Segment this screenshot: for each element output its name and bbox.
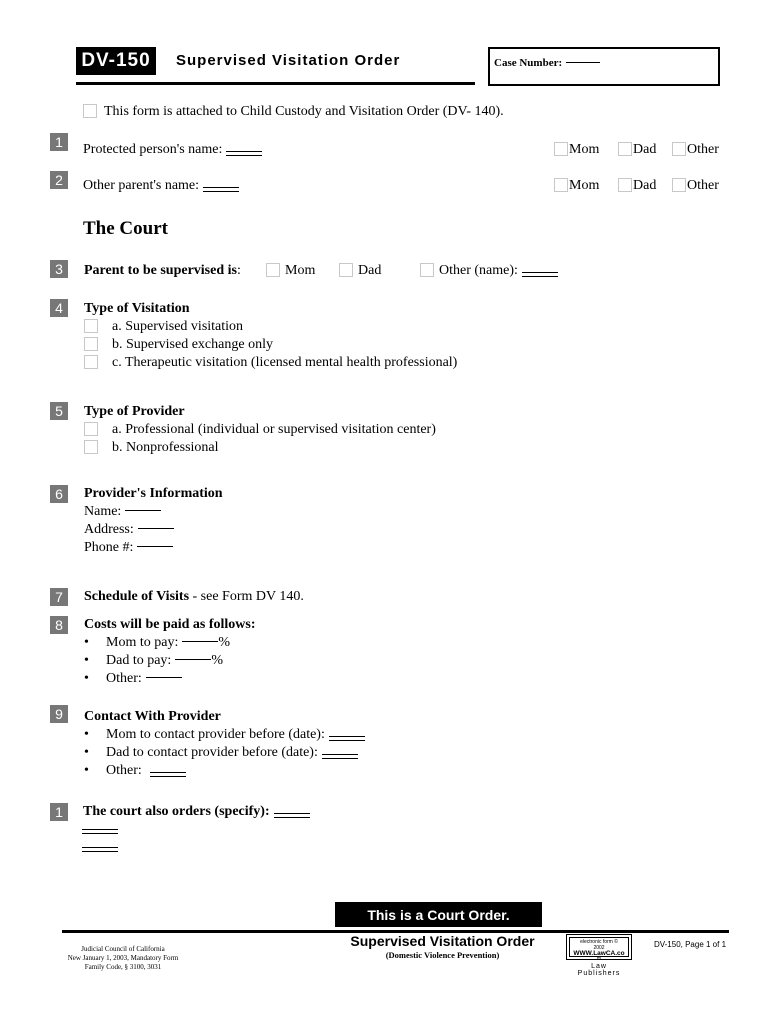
item-number-6: 6 xyxy=(50,485,68,503)
supervised-mom-checkbox[interactable] xyxy=(266,263,280,277)
supervised-dad-checkbox[interactable] xyxy=(339,263,353,277)
costs-other-field[interactable] xyxy=(146,677,182,678)
publisher-line-1: Law xyxy=(591,963,607,970)
item2-dad-label: Dad xyxy=(633,178,657,193)
header-rule xyxy=(76,82,475,85)
visitation-option-c-checkbox[interactable] xyxy=(84,355,98,369)
contact-other-item: • Other: xyxy=(84,763,186,779)
item1-dad-checkbox[interactable] xyxy=(618,142,632,156)
visitation-option-a-label: a. Supervised visitation xyxy=(112,319,244,334)
visitation-type-title: Type of Visitation xyxy=(84,301,190,316)
item-number-1: 1 xyxy=(50,133,68,151)
parent-supervised-label: Parent to be supervised is: xyxy=(84,263,241,278)
schedule-of-visits: Schedule of Visits - see Form DV 140. xyxy=(84,589,304,604)
footer-date-line: New January 1, 2003, Mandatory Form xyxy=(67,954,179,962)
item2-dad-checkbox[interactable] xyxy=(618,178,632,192)
supervised-other-label: Other (name): xyxy=(439,263,558,279)
item-number-10: 1 xyxy=(50,803,68,821)
visitation-option-b-checkbox[interactable] xyxy=(84,337,98,351)
supervised-dad-label: Dad xyxy=(358,263,382,278)
costs-other-item: • Other: xyxy=(84,671,182,687)
logo-website-end: m xyxy=(596,956,602,962)
provider-name-label: Name: xyxy=(84,504,161,520)
court-orders-field-3[interactable] xyxy=(82,847,118,852)
provider-option-a-checkbox[interactable] xyxy=(84,422,98,436)
court-also-orders: The court also orders (specify): xyxy=(83,804,310,820)
provider-option-b-label: b. Nonprofessional xyxy=(112,440,219,455)
provider-address-label: Address: xyxy=(84,522,174,538)
item1-dad-label: Dad xyxy=(633,142,657,157)
protected-person-label: Protected person's name: xyxy=(83,142,262,158)
footer-subtitle: (Domestic Violence Prevention) xyxy=(385,950,500,960)
contact-dad-item: • Dad to contact provider before (date): xyxy=(84,745,358,761)
provider-option-b-checkbox[interactable] xyxy=(84,440,98,454)
case-number-box[interactable] xyxy=(488,47,720,86)
court-order-banner: This is a Court Order. xyxy=(335,902,542,927)
publisher-logo xyxy=(566,934,632,960)
publisher-line-2: Publishers xyxy=(577,970,621,977)
provider-info-title: Provider's Information xyxy=(84,486,223,501)
provider-name-field[interactable] xyxy=(125,510,161,511)
form-id-badge: DV-150 xyxy=(76,47,156,75)
footer-council-line: Judicial Council of California xyxy=(81,945,165,953)
provider-address-field[interactable] xyxy=(138,528,174,529)
item1-other-label: Other xyxy=(687,142,719,157)
visitation-option-c-label: c. Therapeutic visitation (licensed mental health professional) xyxy=(112,355,458,370)
costs-mom-item: • Mom to pay: % xyxy=(84,635,231,650)
provider-option-a-label: a. Professional (individual or supervised visitation center) xyxy=(112,422,436,437)
supervised-other-checkbox[interactable] xyxy=(420,263,434,277)
protected-person-field[interactable] xyxy=(226,151,262,156)
contact-other-field[interactable] xyxy=(150,772,186,777)
visitation-option-b-label: b. Supervised exchange only xyxy=(112,337,273,352)
item-number-7: 7 xyxy=(50,588,68,606)
court-orders-field-1[interactable] xyxy=(274,813,310,818)
supervised-other-field[interactable] xyxy=(522,272,558,277)
costs-dad-item: • Dad to pay: % xyxy=(84,653,223,668)
other-parent-label: Other parent's name: xyxy=(83,178,239,194)
costs-title: Costs will be paid as follows: xyxy=(84,617,256,632)
item-number-2: 2 xyxy=(50,171,68,189)
item2-mom-label: Mom xyxy=(569,178,600,193)
case-number-label: Case Number: xyxy=(494,57,600,69)
other-parent-field[interactable] xyxy=(203,187,239,192)
visitation-option-a-checkbox[interactable] xyxy=(84,319,98,333)
item1-other-checkbox[interactable] xyxy=(672,142,686,156)
item2-other-label: Other xyxy=(687,178,719,193)
costs-mom-field[interactable] xyxy=(182,641,218,642)
item2-other-checkbox[interactable] xyxy=(672,178,686,192)
item-number-4: 4 xyxy=(50,299,68,317)
contact-mom-date-field[interactable] xyxy=(329,736,365,741)
court-orders-field-2[interactable] xyxy=(82,829,118,834)
attached-note: This form is attached to Child Custody and Visitation Order (DV- 140). xyxy=(104,104,504,119)
logo-copyright: electronic form © xyxy=(580,939,618,945)
court-heading: The Court xyxy=(83,218,168,239)
item-number-5: 5 xyxy=(50,402,68,420)
costs-dad-field[interactable] xyxy=(175,659,211,660)
provider-type-title: Type of Provider xyxy=(84,404,185,419)
item2-mom-checkbox[interactable] xyxy=(554,178,568,192)
page-number: DV-150, Page 1 of 1 xyxy=(653,940,727,949)
contact-dad-date-field[interactable] xyxy=(322,754,358,759)
footer-title: Supervised Visitation Order xyxy=(350,933,535,949)
item-number-9: 9 xyxy=(50,705,68,723)
logo-website: WWW.LawCA.co xyxy=(573,950,625,957)
item-number-3: 3 xyxy=(50,260,68,278)
contact-mom-item: • Mom to contact provider before (date): xyxy=(84,727,365,743)
provider-phone-label: Phone #: xyxy=(84,540,173,556)
logo-year: 2002 xyxy=(593,945,605,951)
item-number-8: 8 xyxy=(50,616,68,634)
supervised-mom-label: Mom xyxy=(285,263,316,278)
form-title: Supervised Visitation Order xyxy=(176,52,401,69)
footer-code-line: Family Code, § 3100, 3031 xyxy=(84,963,162,971)
item1-mom-checkbox[interactable] xyxy=(554,142,568,156)
provider-phone-field[interactable] xyxy=(137,546,173,547)
attached-checkbox[interactable] xyxy=(83,104,97,118)
contact-provider-title: Contact With Provider xyxy=(84,709,221,724)
item1-mom-label: Mom xyxy=(569,142,600,157)
